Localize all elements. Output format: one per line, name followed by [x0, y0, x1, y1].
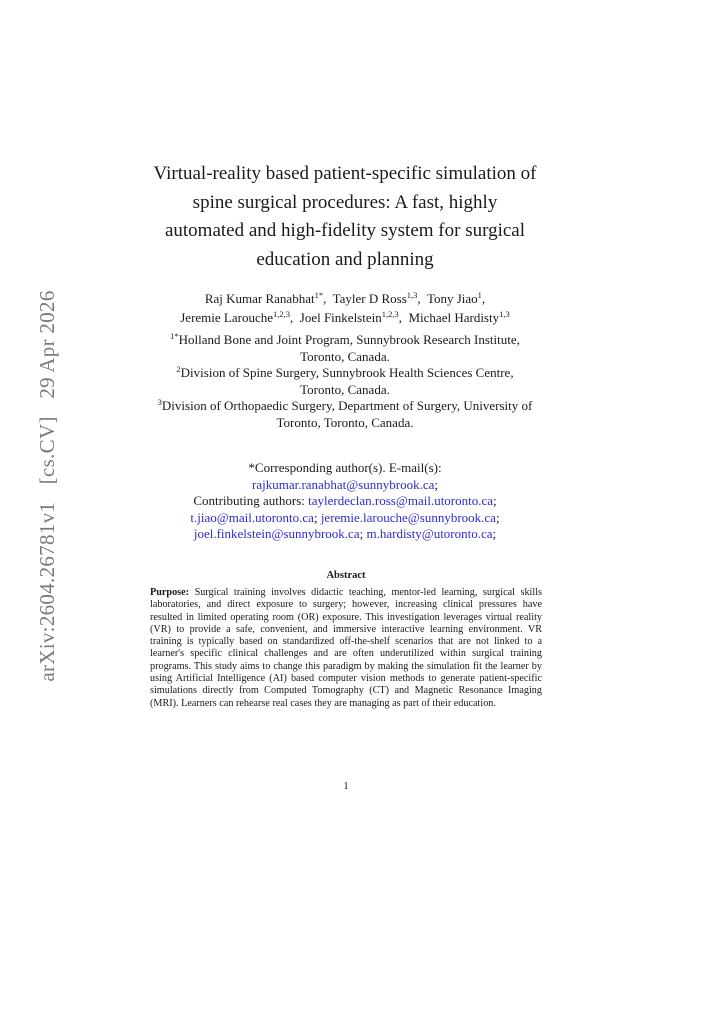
email-link[interactable]: taylerdeclan.ross@mail.utoronto.ca [308, 493, 494, 509]
affiliation-line [100, 398, 590, 415]
affiliation-line [100, 332, 590, 349]
email-link[interactable]: t.jiao@mail.utoronto.ca [190, 509, 314, 525]
title-line: Virtual-reality based patient-specific simulation of [153, 163, 537, 184]
arxiv-id: arXiv:2604.26781v1 [35, 501, 59, 682]
correspondence-block [100, 460, 590, 543]
author-line: Raj Kumar Ranabhat$^{1*}$, Tayler D Ross$^{1,3}$, Tony Jiao$^1$, [204, 290, 486, 306]
affil-sup: 2 [176, 364, 181, 375]
purpose-text: Surgical training involves didactic teaching, mentor-led learning, surgical skills laboratories, and direct exposure to surgery; however, increasing clinical pressures have resulted in limited operating room (OR) exposure. This investigation leverages virtual reality (VR) to provide a safe, convenient, and immersive interactive learning environment. VR training is typically based on standardized off-the-shelf scenarios that are not linked to a learner's specific clinical challenges and are often underutilized within surgical training programs. This study aims to change this paradigm by making the simulation fit the learner by using Artificial Intelligence (AI) based computer vision methods to generate patient-specific simulations directly from Computed Tomography (CT) and Magnetic Resonance Imaging (MRI). Learners can rehearse real cases they are managing as part of their education. [150, 587, 542, 709]
purpose-label: Purpose: [150, 587, 190, 598]
abstract-heading: Abstract [326, 570, 366, 581]
author-name: Tony Jiao [426, 291, 478, 306]
arxiv-category: [cs.CV] [35, 416, 59, 485]
contributing-line: Contributing authors: taylerdeclan.ross@mail.utoronto.ca; [193, 493, 497, 509]
email-link[interactable]: joel.finkelstein@sunnybrook.ca [193, 526, 360, 542]
author-affil-sup: 1 [477, 290, 482, 300]
affiliation-list [100, 332, 590, 432]
contributing-line: t.jiao@mail.utoronto.ca; jeremie.larouche@sunnybrook.ca; [190, 509, 500, 525]
author-name: Michael Hardisty [408, 310, 500, 325]
page-number: 1 [343, 780, 349, 792]
email-link[interactable]: m.hardisty@utoronto.ca [366, 526, 493, 542]
contributing-label: Contributing authors: [193, 493, 305, 509]
paper-title [120, 160, 570, 274]
affiliation-line: Toronto, Canada. [300, 348, 390, 364]
contributing-line: joel.finkelstein@sunnybrook.ca; m.hardisty@utoronto.ca; [193, 526, 497, 542]
corresponding-email-link[interactable]: rajkumar.ranabhat@sunnybrook.ca [252, 476, 435, 492]
title-line: spine surgical procedures: A fast, highly [192, 191, 498, 213]
author-affil-sup: 1* [314, 290, 324, 300]
arxiv-date: 29 Apr 2026 [35, 290, 59, 399]
affil-text: Holland Bone and Joint Program, Sunnybrook Research Institute, [178, 332, 520, 347]
author-line: Jeremie Larouche$^{1,2,3}$, Joel Finkelstein$^{1,2,3}$, Michael Hardisty$^{1,3}$ [180, 309, 510, 325]
abstract-body [150, 587, 542, 710]
corresponding-email-line: rajkumar.ranabhat@sunnybrook.ca; [252, 476, 438, 492]
author-affil-sup: 1,2,3 [381, 309, 399, 319]
affiliation-line: Toronto, Toronto, Canada. [276, 414, 414, 430]
affil-sup: 3 [157, 397, 162, 408]
author-name: Raj Kumar Ranabhat [204, 291, 315, 306]
affil-text: Division of Spine Surgery, Sunnybrook Health Sciences Centre, [180, 365, 514, 381]
affil-sup: 1* [170, 331, 179, 341]
author-name: Tayler D Ross [332, 291, 407, 306]
email-link[interactable]: jeremie.larouche@sunnybrook.ca [320, 509, 496, 525]
affil-text: Division of Orthopaedic Surgery, Department of Surgery, University of [161, 398, 533, 414]
title-line: education and planning [256, 248, 434, 270]
affiliation-line: Toronto, Canada. [300, 381, 390, 397]
author-name: Joel Finkelstein [299, 310, 382, 325]
title-line: automated and high-fidelity system for surgical [164, 220, 526, 241]
author-list [100, 289, 590, 327]
arxiv-identifier [35, 278, 60, 681]
author-affil-sup: 1,3 [499, 309, 510, 319]
author-affil-sup: 1,3 [406, 290, 418, 300]
affiliation-line [100, 365, 590, 382]
author-affil-sup: 1,2,3 [273, 309, 291, 319]
corresponding-label: *Corresponding author(s). E-mail(s): [248, 460, 442, 475]
author-name: Jeremie Larouche [180, 310, 274, 325]
